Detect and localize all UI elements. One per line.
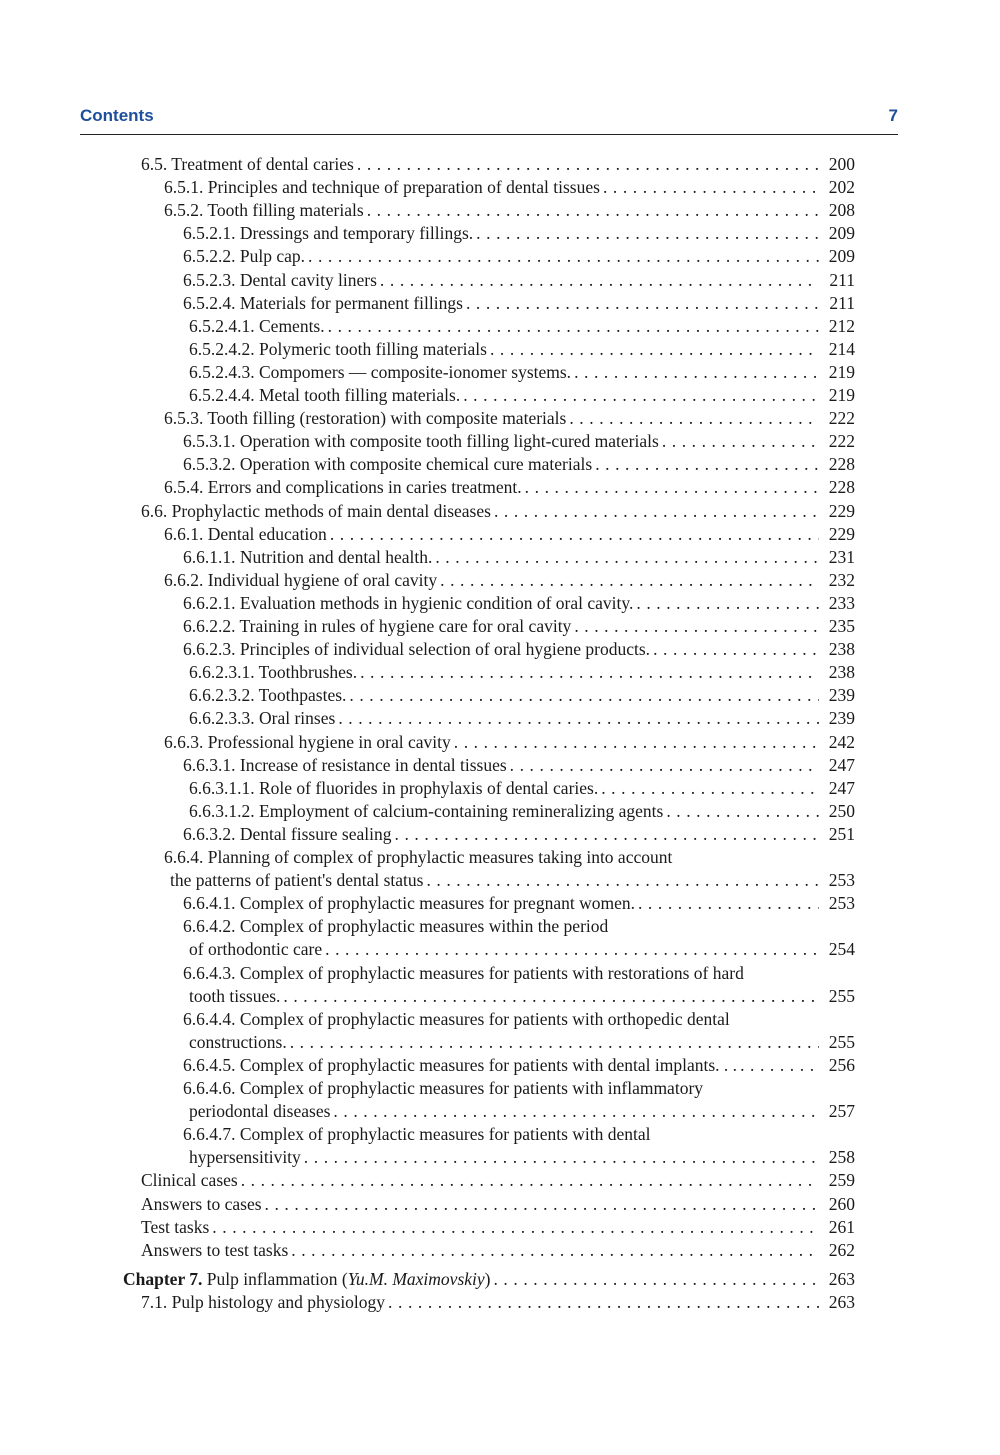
toc-entry-label: 6.5.2.4.1. Cements.: [189, 315, 325, 336]
dot-leader: [473, 222, 819, 245]
toc-entry-page: 263: [828, 1268, 855, 1289]
toc-entry[interactable]: [141, 500, 855, 523]
toc-entry[interactable]: [164, 476, 855, 499]
toc-entry-label-first-line[interactable]: 6.6.4.6. Complex of prophylactic measures for patients with inflammatory: [183, 1078, 704, 1098]
toc-entry-page: 261: [828, 1216, 855, 1237]
toc-chapter-entry[interactable]: [123, 1268, 855, 1291]
toc-entry-label: Answers to test tasks: [141, 1239, 289, 1260]
toc-entry[interactable]: [183, 1054, 855, 1077]
toc-entry-label: 6.5.1. Principles and technique of preparation of dental tissues: [164, 177, 600, 198]
dot-leader: [737, 1054, 819, 1077]
toc-entry-page: 208: [828, 200, 855, 221]
toc-entry-label: 6.5.2.4. Materials for permanent fillings: [183, 292, 463, 313]
toc-entry-label: the patterns of patient's dental status: [170, 870, 424, 891]
toc-entry[interactable]: [183, 546, 855, 569]
dot-leader: [635, 892, 819, 915]
toc-entry[interactable]: [183, 823, 855, 846]
toc-entry-label: 6.6.4.5. Complex of prophylactic measures for patients with dental implants. . .: [183, 1054, 738, 1075]
dot-leader: [238, 1169, 819, 1192]
toc-entry[interactable]: [183, 292, 855, 315]
toc-entry-page: 212: [828, 315, 855, 336]
toc-entry-label: 6.5.2.1. Dressings and temporary fillings.: [183, 223, 474, 244]
toc-entry-label-first-line[interactable]: 6.6.4.4. Complex of prophylactic measures for patients with orthopedic dental: [183, 1008, 730, 1029]
toc-entry[interactable]: [189, 661, 855, 684]
toc-entry[interactable]: [183, 453, 855, 476]
toc-entry[interactable]: [141, 1291, 855, 1314]
toc-entry-label-first-line[interactable]: 6.6.4.7. Complex of prophylactic measures for patients with dental: [183, 1124, 651, 1145]
dot-leader: [566, 407, 819, 430]
dot-leader: [357, 661, 819, 684]
dot-leader: [262, 1193, 819, 1216]
toc-entry-label: 6.6.2.3. Principles of individual selection of oral hygiene products.: [183, 639, 651, 660]
toc-entry-page: 202: [828, 177, 855, 198]
toc-entry-page: 200: [828, 154, 855, 174]
toc-entry-label-first-line[interactable]: 6.6.4.2. Complex of prophylactic measures within the period: [183, 916, 609, 937]
toc-entry-label: 6.5.4. Errors and complications in caries treatment.: [164, 477, 522, 498]
toc-entry[interactable]: [141, 1169, 855, 1192]
toc-entry[interactable]: [183, 638, 855, 661]
toc-entry-label: 7.1. Pulp histology and physiology: [141, 1291, 386, 1312]
toc-entry-label: 6.5.2.4.2. Polymeric tooth filling materials: [189, 338, 487, 359]
toc-entry-page: 253: [828, 893, 855, 914]
toc-entry-page: 239: [828, 685, 855, 706]
dot-leader: [209, 1216, 819, 1239]
toc-entry-page: 222: [828, 431, 855, 452]
dot-leader: [327, 523, 819, 546]
toc-entry-label: 6.6.2.2. Training in rules of hygiene care for oral cavity: [183, 616, 572, 636]
toc-entry-page: 255: [828, 1031, 855, 1052]
toc-entry-page: 209: [828, 223, 855, 244]
toc-entry[interactable]: [189, 338, 855, 361]
toc-entry-page: 229: [828, 523, 855, 544]
dot-leader: [377, 269, 819, 292]
toc-entry[interactable]: [164, 199, 855, 222]
toc-entry-page: 228: [828, 454, 855, 475]
toc-entry[interactable]: [189, 1031, 855, 1054]
header-title: Contents: [80, 106, 154, 125]
dot-leader: [663, 800, 819, 823]
toc-entry[interactable]: [183, 892, 855, 915]
dot-leader: [385, 1291, 819, 1314]
toc-entry-label: 6.5.3.2. Operation with composite chemical cure materials: [183, 454, 593, 475]
dot-leader: [423, 869, 819, 892]
toc-entry-page: 238: [828, 639, 855, 660]
toc-entry[interactable]: [189, 384, 855, 407]
toc-entry-page: 259: [828, 1170, 855, 1191]
toc-entry-page: 242: [828, 731, 855, 752]
dot-leader: [287, 1031, 819, 1054]
running-header: [80, 104, 898, 135]
dot-leader: [354, 153, 819, 176]
dot-leader: [592, 453, 819, 476]
toc-entry-label: 6.5.2. Tooth filling materials: [164, 200, 364, 221]
toc-entry[interactable]: [189, 684, 855, 707]
toc-entry[interactable]: [189, 1100, 855, 1123]
toc-entry-label: 6.5.2.4.4. Metal tooth filling materials.: [189, 385, 461, 405]
dot-leader: [490, 1268, 819, 1291]
toc-entry[interactable]: [183, 269, 855, 292]
dot-leader: [432, 546, 819, 569]
toc-entry-page: 262: [828, 1239, 855, 1260]
toc-entry-page: 235: [828, 616, 855, 636]
toc-entry-label: Chapter 7. Pulp inflammation (Yu.M. Maximovskiy): [123, 1268, 491, 1289]
toc-entry-page: 255: [828, 985, 855, 1006]
toc-entry-page: 263: [828, 1291, 855, 1312]
dot-leader: [633, 592, 819, 615]
toc-entry-label: 6.6. Prophylactic methods of main dental diseases: [141, 500, 491, 521]
toc-entry[interactable]: [189, 938, 855, 961]
toc-entry-label: 6.5.2.3. Dental cavity liners: [183, 269, 377, 290]
toc-entry[interactable]: [189, 777, 855, 800]
toc-entry-label: of orthodontic care: [189, 939, 323, 960]
toc-entry-page: 239: [828, 708, 855, 729]
dot-leader: [364, 199, 819, 222]
toc-entry-page: 258: [828, 1147, 855, 1168]
toc-entry[interactable]: [164, 731, 855, 754]
toc-entry-page: 228: [828, 477, 855, 498]
toc-entry-label: 6.6.2.3.2. Toothpastes.: [189, 685, 347, 706]
toc-entry[interactable]: [164, 569, 855, 592]
toc-entry-page: 250: [828, 800, 855, 821]
dot-leader: [463, 292, 819, 315]
toc-entry-label: 6.6.2.3.3. Oral rinses: [189, 708, 336, 729]
toc-entry-label: Clinical cases: [141, 1170, 238, 1191]
dot-leader: [491, 500, 819, 523]
toc-entry[interactable]: [189, 985, 855, 1008]
toc-entry-label: 6.6.3.1.2. Employment of calcium-containing remineralizing agents: [189, 800, 664, 821]
dot-leader: [571, 361, 819, 384]
dot-leader: [346, 684, 819, 707]
toc-entry-label: 6.5. Treatment of dental caries: [141, 154, 354, 174]
dot-leader: [522, 476, 819, 499]
toc-entry[interactable]: [141, 1216, 855, 1239]
toc-entry-page: 247: [828, 777, 855, 798]
toc-entry-label: 6.6.1.1. Nutrition and dental health.: [183, 546, 433, 567]
dot-leader: [322, 938, 819, 961]
toc-entry-page: 229: [828, 500, 855, 521]
toc-entry-page: 256: [828, 1054, 855, 1075]
dot-leader: [600, 176, 819, 199]
toc-entry-label: 6.6.3.1. Increase of resistance in dental tissues: [183, 754, 507, 775]
toc-entry[interactable]: [164, 176, 855, 199]
toc-entry[interactable]: [189, 800, 855, 823]
toc-entry-page: 219: [828, 385, 855, 405]
dot-leader: [330, 1100, 819, 1123]
dot-leader: [650, 638, 819, 661]
toc-entry-label: hypersensitivity: [189, 1147, 301, 1168]
dot-leader: [460, 384, 819, 407]
toc-entry[interactable]: [189, 361, 855, 384]
toc-entry[interactable]: [189, 1146, 855, 1169]
header-page-number: 7: [888, 106, 898, 125]
toc-entry-label: 6.6.2. Individual hygiene of oral cavity: [164, 569, 438, 590]
toc-entry-label: 6.5.3. Tooth filling (restoration) with composite materials: [164, 408, 567, 429]
toc-entry-page: 253: [828, 870, 855, 891]
toc-entry-label: 6.6.3.2. Dental fissure sealing: [183, 823, 392, 844]
toc-entry[interactable]: [141, 153, 855, 176]
toc-entry-label: 6.6.3.1.1. Role of fluorides in prophylaxis of dental caries.: [189, 777, 599, 798]
toc-entry[interactable]: [183, 222, 855, 245]
dot-leader: [288, 1239, 819, 1262]
toc-entry[interactable]: [164, 523, 855, 546]
dot-leader: [598, 777, 819, 800]
toc-entry-page: 260: [828, 1193, 855, 1214]
toc-entry-label: periodontal diseases: [189, 1101, 331, 1122]
toc-entry[interactable]: [189, 315, 855, 338]
dot-leader: [571, 615, 819, 638]
toc-entry-page: 211: [829, 292, 855, 313]
toc-entry[interactable]: [189, 707, 855, 730]
dot-leader: [437, 569, 819, 592]
toc-entry[interactable]: [164, 407, 855, 430]
toc-entry-page: 214: [828, 338, 855, 359]
toc-entry[interactable]: [183, 245, 855, 268]
toc-entry-label: constructions.: [189, 1031, 287, 1052]
toc-entry-label: tooth tissues.: [189, 985, 281, 1006]
toc-entry-page: 219: [828, 361, 855, 382]
dot-leader: [487, 338, 819, 361]
dot-leader: [392, 823, 820, 846]
toc-entry-label: 6.6.2.3.1. Toothbrushes.: [189, 662, 358, 683]
toc-entry-page: 238: [828, 662, 855, 683]
toc-entry-page: 257: [828, 1101, 855, 1122]
dot-leader: [301, 1146, 819, 1169]
toc-entry-label: Answers to cases: [141, 1193, 262, 1214]
toc-entry-page: 209: [828, 246, 855, 267]
toc-entry-label: 6.5.3.1. Operation with composite tooth filling light-cured materials: [183, 431, 659, 452]
toc-entry[interactable]: [183, 592, 855, 615]
dot-leader: [325, 315, 819, 338]
dot-leader: [335, 707, 819, 730]
toc-entry[interactable]: [183, 430, 855, 453]
toc-entry-page: 233: [828, 592, 855, 613]
toc-entry[interactable]: [141, 1239, 855, 1262]
dot-leader: [451, 731, 819, 754]
toc-entry[interactable]: [170, 869, 855, 892]
toc-entry-page: 222: [828, 408, 855, 429]
toc-entry-label: 6.5.2.4.3. Compomers — composite-ionomer systems.: [189, 361, 572, 382]
toc-entry-page: 254: [828, 939, 855, 960]
toc-entry-page: 247: [828, 754, 855, 775]
toc-entry-label: 6.6.1. Dental education: [164, 523, 327, 544]
toc-entry-label: 6.5.2.2. Pulp cap.: [183, 246, 306, 267]
toc-entry-label-first-line[interactable]: 6.6.4. Planning of complex of prophylactic measures taking into account: [164, 847, 673, 867]
toc-entry-label-first-line[interactable]: 6.6.4.3. Complex of prophylactic measures for patients with restorations of hard: [183, 962, 744, 983]
toc-entry[interactable]: [141, 1193, 855, 1216]
toc-entry-page: 211: [829, 269, 855, 290]
toc-entry-page: 232: [828, 569, 855, 590]
toc-entry-page: 231: [828, 546, 855, 567]
toc-entry-label: 6.6.4.1. Complex of prophylactic measures for pregnant women.: [183, 893, 635, 914]
toc-entry[interactable]: [183, 615, 855, 638]
dot-leader: [280, 985, 819, 1008]
toc-entry-label: Test tasks: [141, 1216, 210, 1237]
dot-leader: [305, 245, 819, 268]
dot-leader: [507, 754, 819, 777]
toc-entry-page: 251: [828, 823, 855, 844]
toc-entry-label: 6.6.3. Professional hygiene in oral cavity: [164, 731, 451, 752]
toc-entry-label: 6.6.2.1. Evaluation methods in hygienic condition of oral cavity.: [183, 592, 634, 613]
dot-leader: [659, 430, 819, 453]
toc-entry[interactable]: [183, 754, 855, 777]
